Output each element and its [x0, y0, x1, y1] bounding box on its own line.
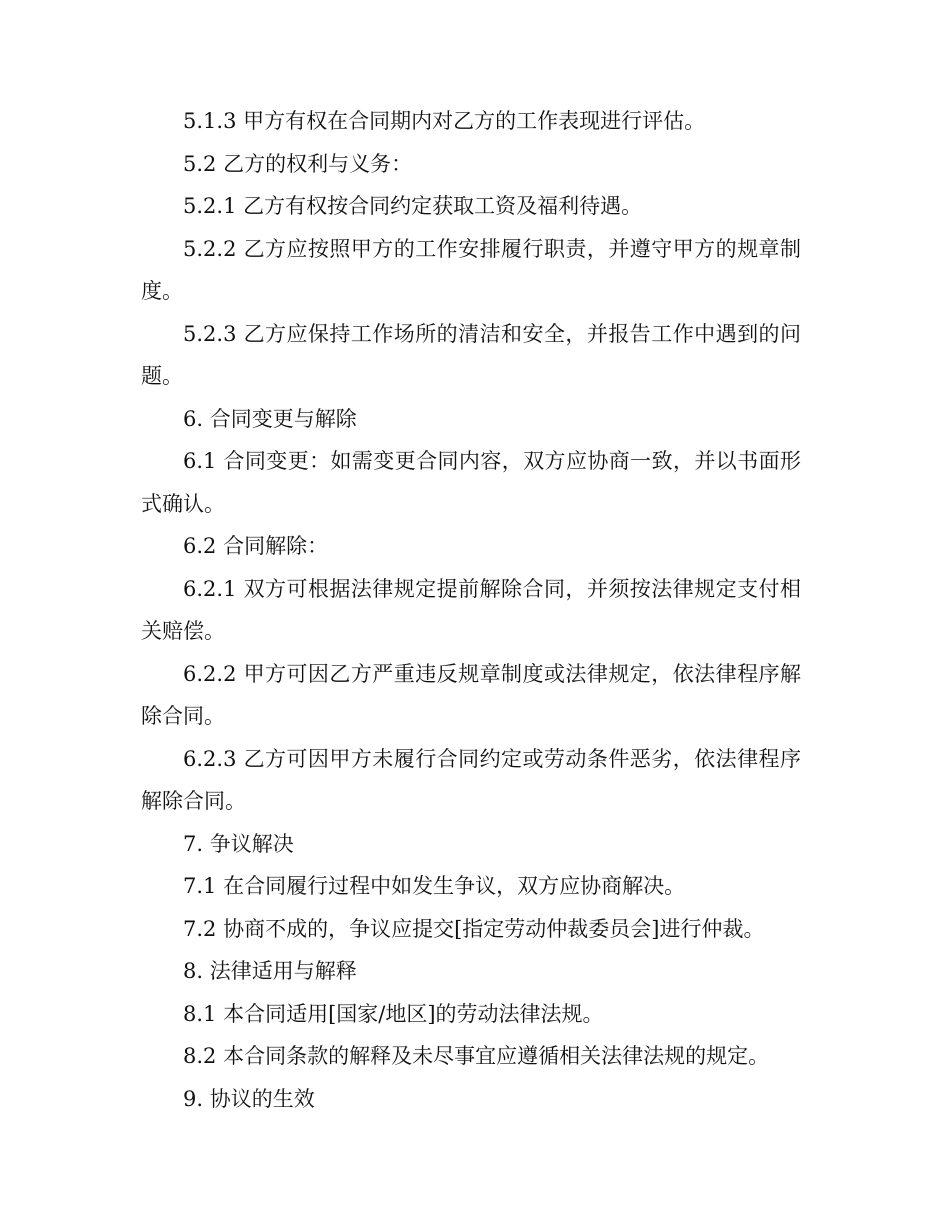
clause-7-2: 7.2 协商不成的，争议应提交[指定劳动仲裁委员会]进行仲裁。	[183, 916, 765, 941]
clause-5-1-3: 5.1.3 甲方有权在合同期内对乙方的工作表现进行评估。	[183, 109, 706, 133]
clause-5-2-3: 5.2.3 乙方应保持工作场所的清洁和安全，并报告工作中遇到的问题。	[141, 321, 801, 388]
section-8-heading: 8. 法律适用与解释	[183, 959, 357, 983]
section-9-heading: 9. 协议的生效	[183, 1086, 315, 1111]
clause-8-2: 8.2 本合同条款的解释及未尽事宜应遵循相关法律法规的规定。	[183, 1044, 770, 1068]
clause-6-2: 6.2 合同解除：	[183, 534, 329, 558]
clause-5-2-1: 5.2.1 乙方有权按合同约定获取工资及福利待遇。	[183, 194, 643, 218]
clause-8-1: 8.1 本合同适用[国家/地区]的劳动法律法规。	[183, 1001, 604, 1026]
clause-6-2-2: 6.2.2 甲方可因乙方严重违反规章制度或法律规定，依法律程序解除合同。	[141, 661, 801, 728]
clause-5-2-2: 5.2.2 乙方应按照甲方的工作安排履行职责，并遵守甲方的规章制度。	[141, 236, 801, 303]
section-6-heading: 6. 合同变更与解除	[183, 406, 357, 431]
clause-6-2-1: 6.2.1 双方可根据法律规定提前解除合同，并须按法律规定支付相关赔偿。	[141, 576, 801, 643]
clause-7-1: 7.1 在合同履行过程中如发生争议，双方应协商解决。	[183, 874, 686, 898]
clause-6-2-3: 6.2.3 乙方可因甲方未履行合同约定或劳动条件恶劣，依法律程序解除合同。	[141, 746, 801, 813]
clause-5-2: 5.2 乙方的权利与义务：	[183, 151, 413, 176]
document-body	[141, 100, 801, 1120]
clause-6-1: 6.1 合同变更：如需变更合同内容，双方应协商一致，并以书面形式确认。	[141, 449, 801, 516]
section-7-heading: 7. 争议解决	[183, 831, 294, 856]
